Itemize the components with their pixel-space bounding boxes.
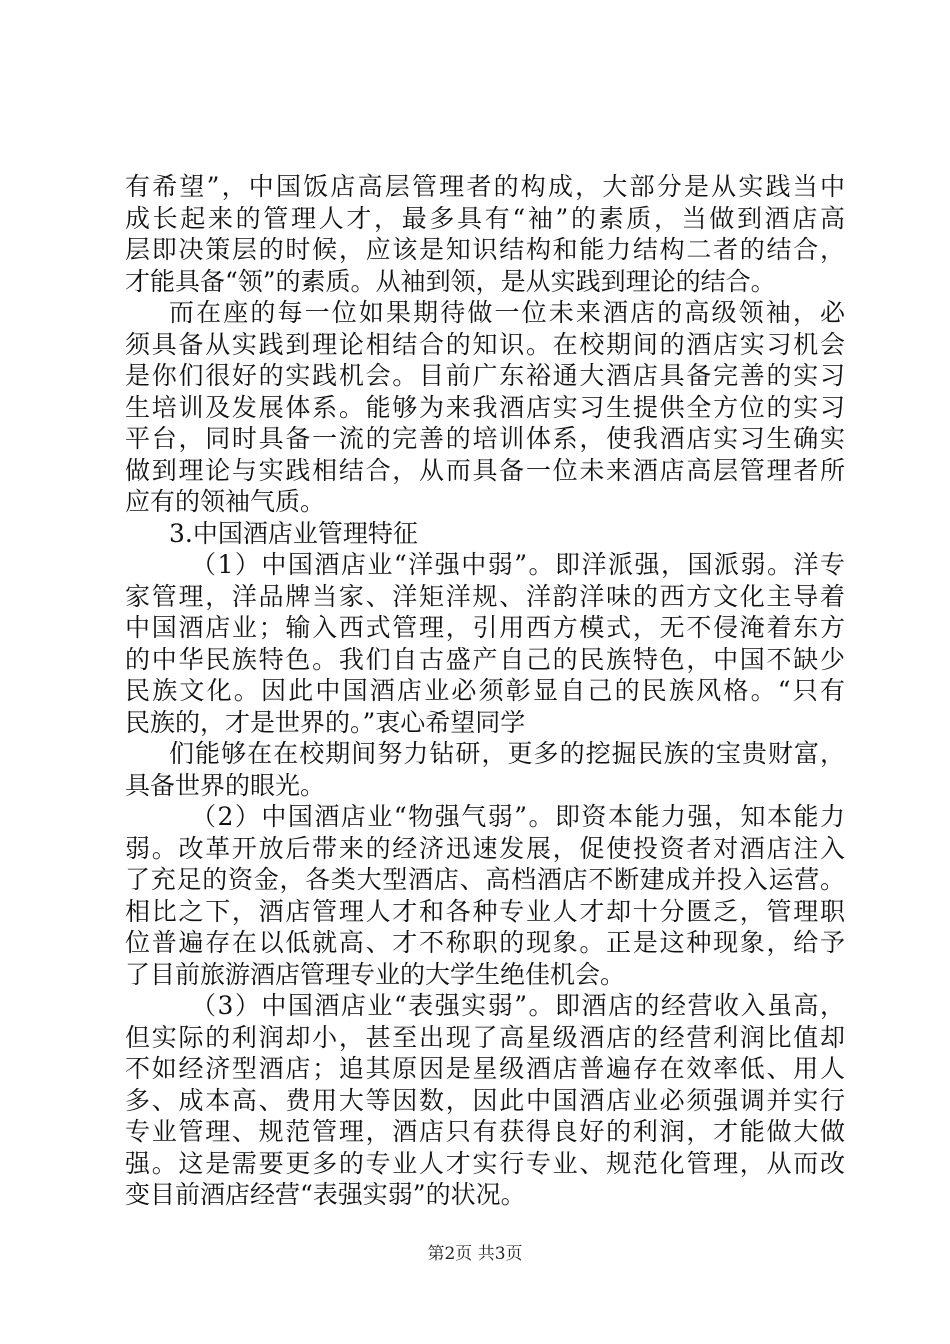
paragraph-line: 才能具备“领”的素质。从袖到领，是从实践到理论的结合。 bbox=[125, 266, 776, 296]
paragraph-line: 中国酒店业；输入西式管理，引用西方模式，无不侵淹着东方 bbox=[125, 613, 845, 642]
paragraph-line: 变目前酒店经营“表强实弱”的状况。 bbox=[125, 1180, 526, 1209]
paragraph-line: 须具备从实践到理论相结合的知识。在校期间的酒店实习机会 bbox=[125, 329, 845, 359]
page-number-footer: 第2页 共3页 bbox=[427, 1244, 523, 1264]
paragraph-line: 多、成本高、费用大等因数，因此中国酒店业必须强调并实行 bbox=[125, 1085, 845, 1115]
paragraph-line: （2）中国酒店业“物强气弱”。即资本能力强，知本能力 bbox=[191, 802, 845, 831]
paragraph-line: 成长起来的管理人才，最多具有“袖”的素质，当做到酒店高 bbox=[125, 203, 845, 233]
paragraph-line: 民族的，才是世界的。”衷心希望同学 bbox=[125, 707, 526, 737]
paragraph-line: 的中华民族特色。我们自古盛产自己的民族特色，中国不缺少 bbox=[125, 644, 845, 674]
paragraph-line: 而在座的每一位如果期待做一位未来酒店的高级领袖，必 bbox=[169, 298, 845, 327]
paragraph-line: 层即决策层的时候，应该是知识结构和能力结构二者的结合， bbox=[125, 235, 845, 264]
paragraph-line: 做到理论与实践相结合，从而具备一位未来酒店高层管理者所 bbox=[125, 455, 845, 485]
paragraph-line: 位普遍存在以低就高、才不称职的现象。正是这种现象，给予 bbox=[125, 928, 845, 957]
paragraph-line: 平台，同时具备一流的完善的培训体系，使我酒店实习生确实 bbox=[125, 424, 845, 453]
section-heading: 3.中国酒店业管理特征 bbox=[169, 518, 418, 548]
paragraph-line: 强。这是需要更多的专业人才实行专业、规范化管理，从而改 bbox=[125, 1148, 845, 1178]
paragraph-line: 民族文化。因此中国酒店业必须彰显自己的民族风格。“只有 bbox=[125, 676, 845, 705]
paragraph-line: 不如经济型酒店；追其原因是星级酒店普遍存在效率低、用人 bbox=[125, 1054, 845, 1083]
paragraph-line: 是你们很好的实践机会。目前广东裕通大酒店具备完善的实习 bbox=[125, 361, 845, 390]
paragraph-line: 专业管理、规范管理，酒店只有获得良好的利润，才能做大做 bbox=[125, 1117, 845, 1146]
paragraph-line: 但实际的利润却小，甚至出现了高星级酒店的经营利润比值却 bbox=[125, 1022, 845, 1052]
paragraph-line: 应有的领袖气质。 bbox=[125, 487, 326, 516]
paragraph-line: 生培训及发展体系。能够为来我酒店实习生提供全方位的实习 bbox=[125, 392, 845, 422]
paragraph-line: 相比之下，酒店管理人才和各种专业人才却十分匮乏，管理职 bbox=[125, 896, 845, 926]
paragraph-line: （1）中国酒店业“洋强中弱”。即洋派强，国派弱。洋专 bbox=[191, 550, 845, 579]
paragraph-line: 了充足的资金，各类大型酒店、高档酒店不断建成并投入运营。 bbox=[125, 865, 845, 894]
paragraph-line: 有希望”，中国饭店高层管理者的构成，大部分是从实践当中 bbox=[125, 172, 845, 201]
paragraph-line: 了目前旅游酒店管理专业的大学生绝佳机会。 bbox=[125, 959, 626, 989]
paragraph-line: 家管理，洋品牌当家、洋矩洋规、洋韵洋味的西方文化主导着 bbox=[125, 581, 845, 611]
paragraph-line: 们能够在在校期间努力钻研，更多的挖掘民族的宝贵财富， bbox=[169, 739, 845, 768]
paragraph-line: 弱。改革开放后带来的经济迅速发展，促使投资者对酒店注入 bbox=[125, 833, 845, 863]
paragraph-line: 具备世界的眼光。 bbox=[125, 770, 326, 800]
paragraph-line: （3）中国酒店业“表强实弱”。即酒店的经营收入虽高， bbox=[191, 991, 845, 1020]
